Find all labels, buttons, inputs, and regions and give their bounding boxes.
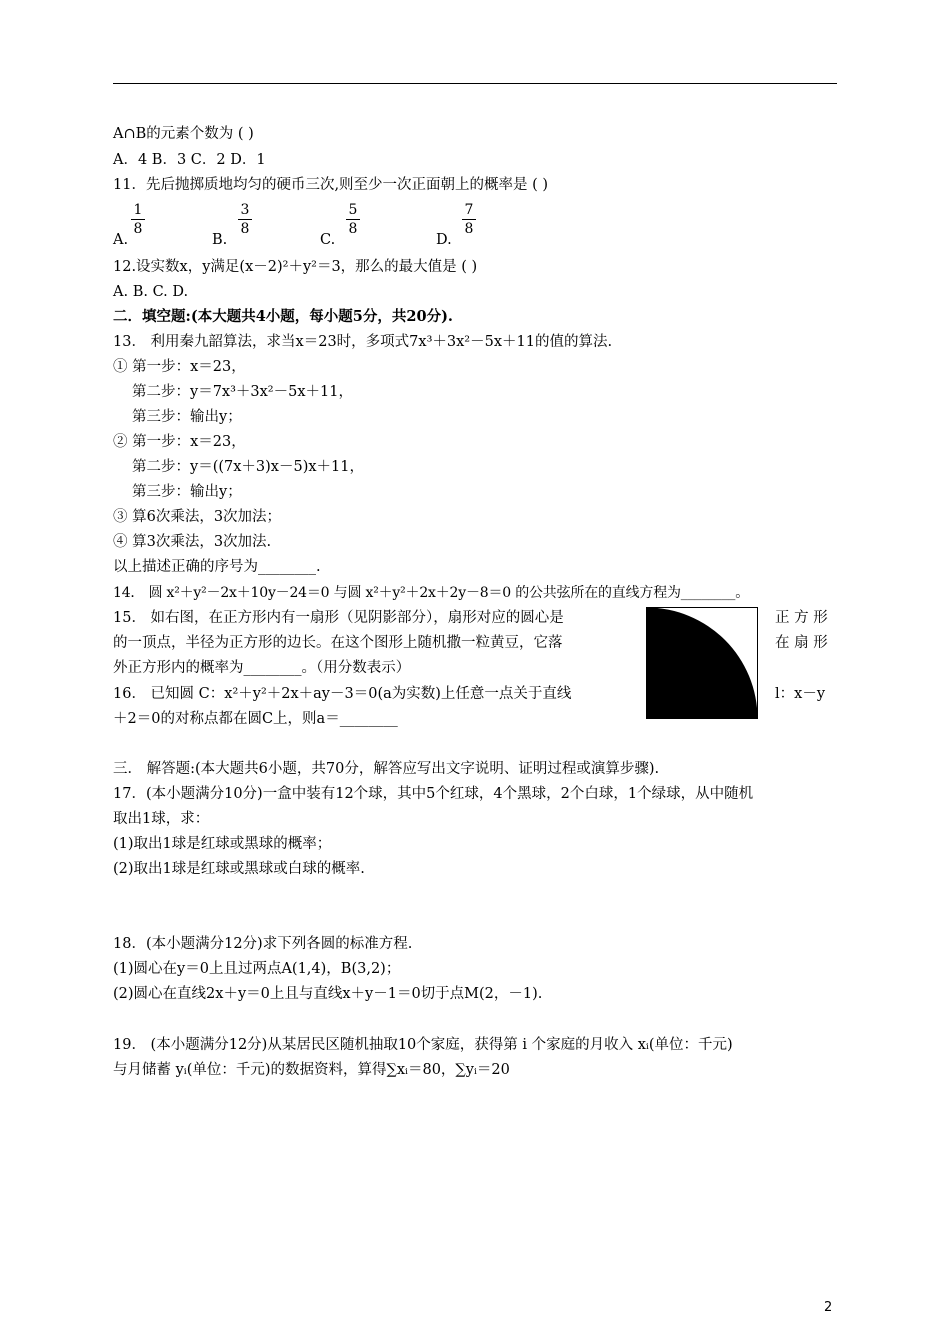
- q19-line1: 19． (本小题满分12分)从某居民区随机抽取10个家庭，获得第 i 个家庭的月收入 xᵢ(单位：千元): [113, 1037, 733, 1053]
- q15-line2-right: 在 扇 形: [775, 635, 828, 651]
- q12-options: A. B. C. D.: [113, 284, 189, 300]
- fraction-numerator: 1: [133, 202, 143, 218]
- q11-option-d: D.: [436, 232, 452, 248]
- q13-2-step1: ② 第一步：x＝23，: [113, 434, 246, 450]
- q13-2-step3: 第三步：输出y；: [132, 484, 242, 500]
- fraction-numerator: 3: [240, 202, 250, 218]
- q18-part1: (1)圆心在y＝0上且过两点A(1,4)，B(3,2)；: [113, 961, 401, 977]
- q11-option-c: C.: [320, 232, 336, 248]
- q17-part2: (2)取出1球是红球或黑球或白球的概率.: [113, 861, 365, 877]
- fraction-bar: [238, 219, 252, 220]
- fraction-denominator: 8: [464, 221, 474, 237]
- q17-part1: (1)取出1球是红球或黑球的概率；: [113, 836, 332, 852]
- q15-line3: 外正方形内的概率为________。（用分数表示）: [113, 660, 411, 676]
- q13-item3: ③ 算6次乘法，3次加法；: [113, 509, 282, 525]
- q15-line1: 15． 如右图，在正方形内有一扇形（见阴影部分），扇形对应的圆心是: [113, 610, 564, 626]
- q16-line2: ＋2＝0的对称点都在圆C上，则a＝________: [113, 711, 398, 727]
- q18-stem: 18．(本小题满分12分)求下列各圆的标准方程.: [113, 936, 413, 952]
- fraction-bar: [462, 219, 476, 220]
- square-sector-figure: [646, 607, 758, 719]
- header-rule: [113, 83, 837, 84]
- q11-fraction-c: [346, 203, 360, 236]
- q16-line1-right: l：x－y: [775, 686, 826, 702]
- q11-option-b: B.: [212, 232, 228, 248]
- section-2-heading: 二．填空题:(本大题共4小题，每小题5分，共20分).: [113, 308, 453, 325]
- q11-fraction-a: [131, 203, 145, 236]
- q13-2-step2: 第二步：y＝((7x＋3)x－5)x＋11，: [132, 459, 364, 475]
- q11-fraction-d: [462, 203, 476, 236]
- fraction-denominator: 8: [240, 221, 250, 237]
- q18-part2: (2)圆心在直线2x＋y＝0上且与直线x＋y－1＝0切于点M(2，－1).: [113, 986, 543, 1002]
- q12-stem: 12.设实数x，y满足(x－2)²＋y²＝3，那么的最大值是 ( ): [113, 259, 478, 275]
- q13-1-step2: 第二步：y＝7x³＋3x²－5x＋11，: [132, 384, 353, 400]
- fraction-numerator: 5: [348, 202, 358, 218]
- q10-options: A．4 B．3 C．2 D．1: [113, 152, 266, 168]
- q13-item4: ④ 算3次乘法，3次加法.: [113, 534, 272, 550]
- q17-line1: 17．(本小题满分10分)一盒中装有12个球，其中5个红球，4个黑球，2个白球，1个绿球，从中随机: [113, 786, 754, 802]
- q13-stem: 13． 利用秦九韶算法，求当x＝23时，多项式7x³＋3x²－5x＋11的值的算法.: [113, 334, 613, 350]
- fraction-denominator: 8: [348, 221, 358, 237]
- q11-fraction-b: [238, 203, 252, 236]
- q10-stem: A∩B的元素个数为 ( ): [113, 126, 254, 142]
- section-3-heading: 三． 解答题:(本大题共6小题，共70分，解答应写出文字说明、证明过程或演算步骤).: [113, 761, 660, 777]
- q11-stem: 11．先后抛掷质地均匀的硬币三次,则至少一次正面朝上的概率是 ( ): [113, 177, 549, 193]
- q17-line2: 取出1球，求：: [113, 811, 210, 827]
- q14-stem: 14． 圆 x²＋y²－2x＋10y－24＝0 与圆 x²＋y²＋2x＋2y－8＝0 的公共弦所在的直线方程为________。: [113, 585, 750, 601]
- fraction-bar: [346, 219, 360, 220]
- q15-line2: 的一顶点，半径为正方形的边长。在这个图形上随机撒一粒黄豆，它落: [113, 635, 563, 651]
- page-number: 2: [824, 1300, 833, 1315]
- q16-line1: 16． 已知圆 C：x²＋y²＋2x＋ay－3＝0(a为实数)上任意一点关于直线: [113, 686, 572, 702]
- fraction-bar: [131, 219, 145, 220]
- q13-1-step3: 第三步：输出y；: [132, 409, 242, 425]
- q13-1-step1: ① 第一步：x＝23，: [113, 359, 246, 375]
- q15-line1-right: 正 方 形: [775, 610, 828, 626]
- fraction-denominator: 8: [133, 221, 143, 237]
- q13-answer-prompt: 以上描述正确的序号为________.: [113, 559, 321, 575]
- q19-line2: 与月储蓄 yᵢ(单位：千元)的数据资料，算得∑xᵢ＝80，∑yᵢ＝20: [113, 1062, 510, 1078]
- fraction-numerator: 7: [464, 202, 474, 218]
- q11-option-a: A.: [113, 232, 129, 248]
